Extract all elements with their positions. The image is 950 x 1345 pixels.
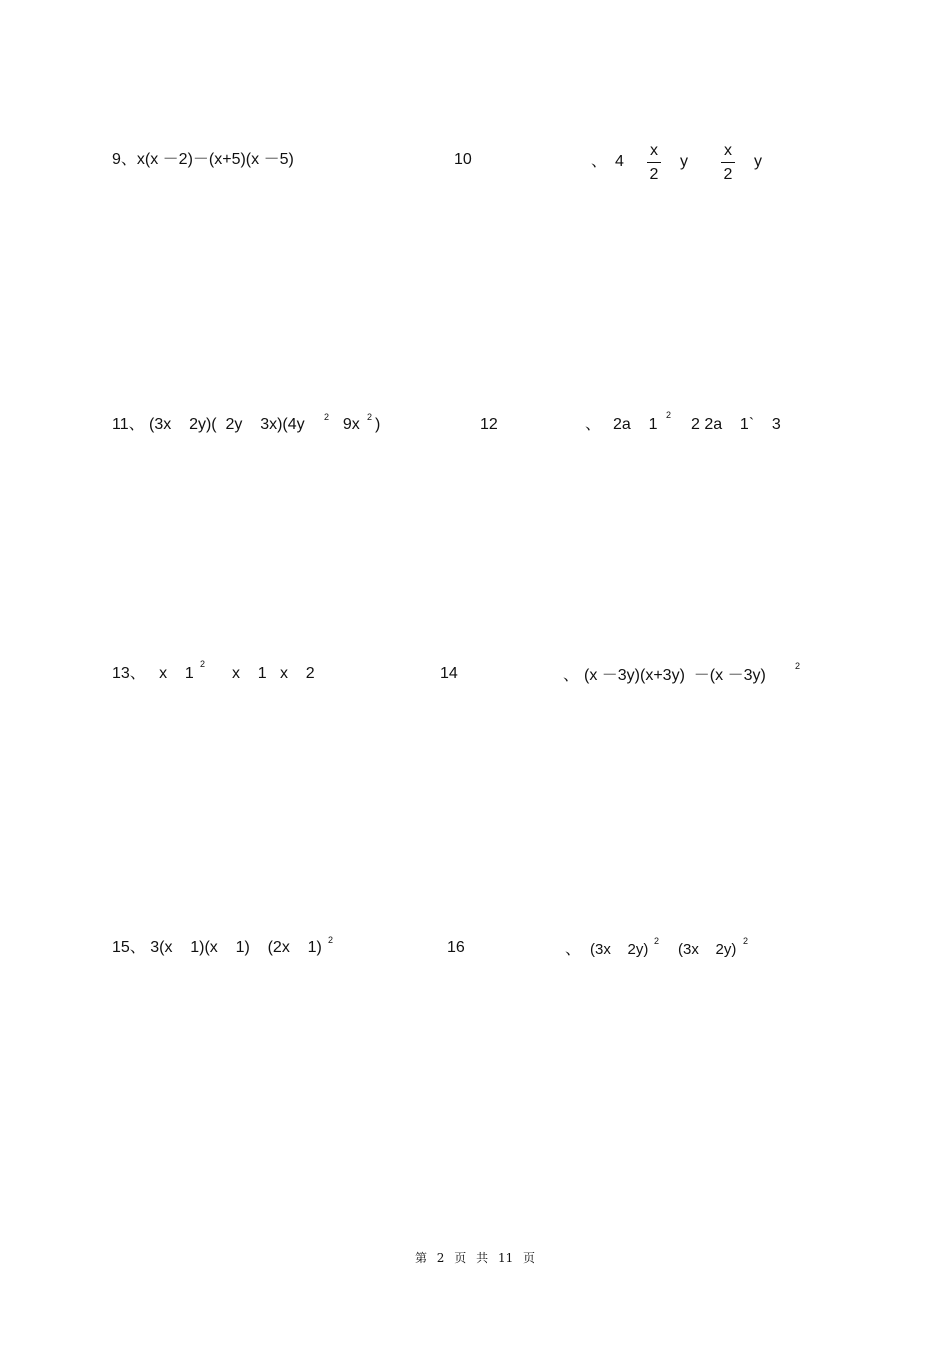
problem-16-number: 16 bbox=[447, 939, 465, 956]
problem-15-exponent: 2 bbox=[328, 935, 334, 945]
problem-11-exponent-1: 2 bbox=[324, 412, 330, 422]
footer-total-pages: 11 bbox=[497, 1251, 514, 1265]
footer-di: 第 bbox=[414, 1251, 427, 1265]
problem-14-exponent: 2 bbox=[795, 661, 801, 671]
problem-10-fraction-1: x 2 bbox=[644, 142, 664, 184]
problem-11-exponent-2: 2 bbox=[367, 412, 373, 422]
problem-12-expression-b: 2 2a 1` 3 bbox=[691, 416, 781, 433]
problem-10-number: 10 bbox=[454, 151, 472, 168]
footer-ye: 页 bbox=[454, 1251, 467, 1265]
problem-9: 9、x(x －2)－(x+5)(x －5) bbox=[112, 151, 294, 168]
page-footer bbox=[0, 1249, 950, 1266]
problem-16-expression-a: (3x 2y) bbox=[590, 941, 649, 958]
problem-12-separator: 、 bbox=[585, 416, 602, 433]
problem-15: 15、 3(x 1)(x 1) (2x 1) bbox=[112, 939, 322, 956]
problem-16-expression-b: (3x 2y) bbox=[678, 941, 737, 958]
problem-12-exponent: 2 bbox=[666, 410, 672, 420]
problem-11-middle: 9x bbox=[334, 416, 360, 433]
problem-13-rest: x 1 x 2 bbox=[232, 665, 315, 682]
problem-10-coefficient: 4 bbox=[615, 153, 624, 170]
problem-11-close: ) bbox=[375, 416, 381, 433]
footer-ye-2: 页 bbox=[523, 1251, 536, 1265]
problem-12-expression-a: 2a 1 bbox=[613, 416, 658, 433]
problem-14-separator: 、 bbox=[563, 667, 580, 684]
problem-14-expression: (x －3y)(x+3y) －(x －3y) bbox=[584, 667, 766, 684]
problem-13: 13、 x 1 bbox=[112, 665, 194, 682]
problem-13-exponent: 2 bbox=[200, 659, 206, 669]
problem-11: 11、 (3x 2y)( 2y 3x)(4y bbox=[112, 416, 305, 433]
problem-10-separator: 、 bbox=[591, 153, 608, 170]
problem-16-exponent-2: 2 bbox=[743, 936, 749, 946]
problem-12-number: 12 bbox=[480, 416, 498, 433]
footer-gong: 共 bbox=[476, 1251, 489, 1265]
problem-10-y1: y bbox=[680, 153, 688, 170]
problem-10-y2: y bbox=[754, 153, 762, 170]
problem-16-separator: 、 bbox=[565, 941, 582, 958]
footer-current-page: 2 bbox=[436, 1251, 445, 1265]
problem-16-exponent-1: 2 bbox=[654, 936, 660, 946]
problem-14-number: 14 bbox=[440, 665, 458, 682]
problem-10-fraction-2: x 2 bbox=[718, 142, 738, 184]
